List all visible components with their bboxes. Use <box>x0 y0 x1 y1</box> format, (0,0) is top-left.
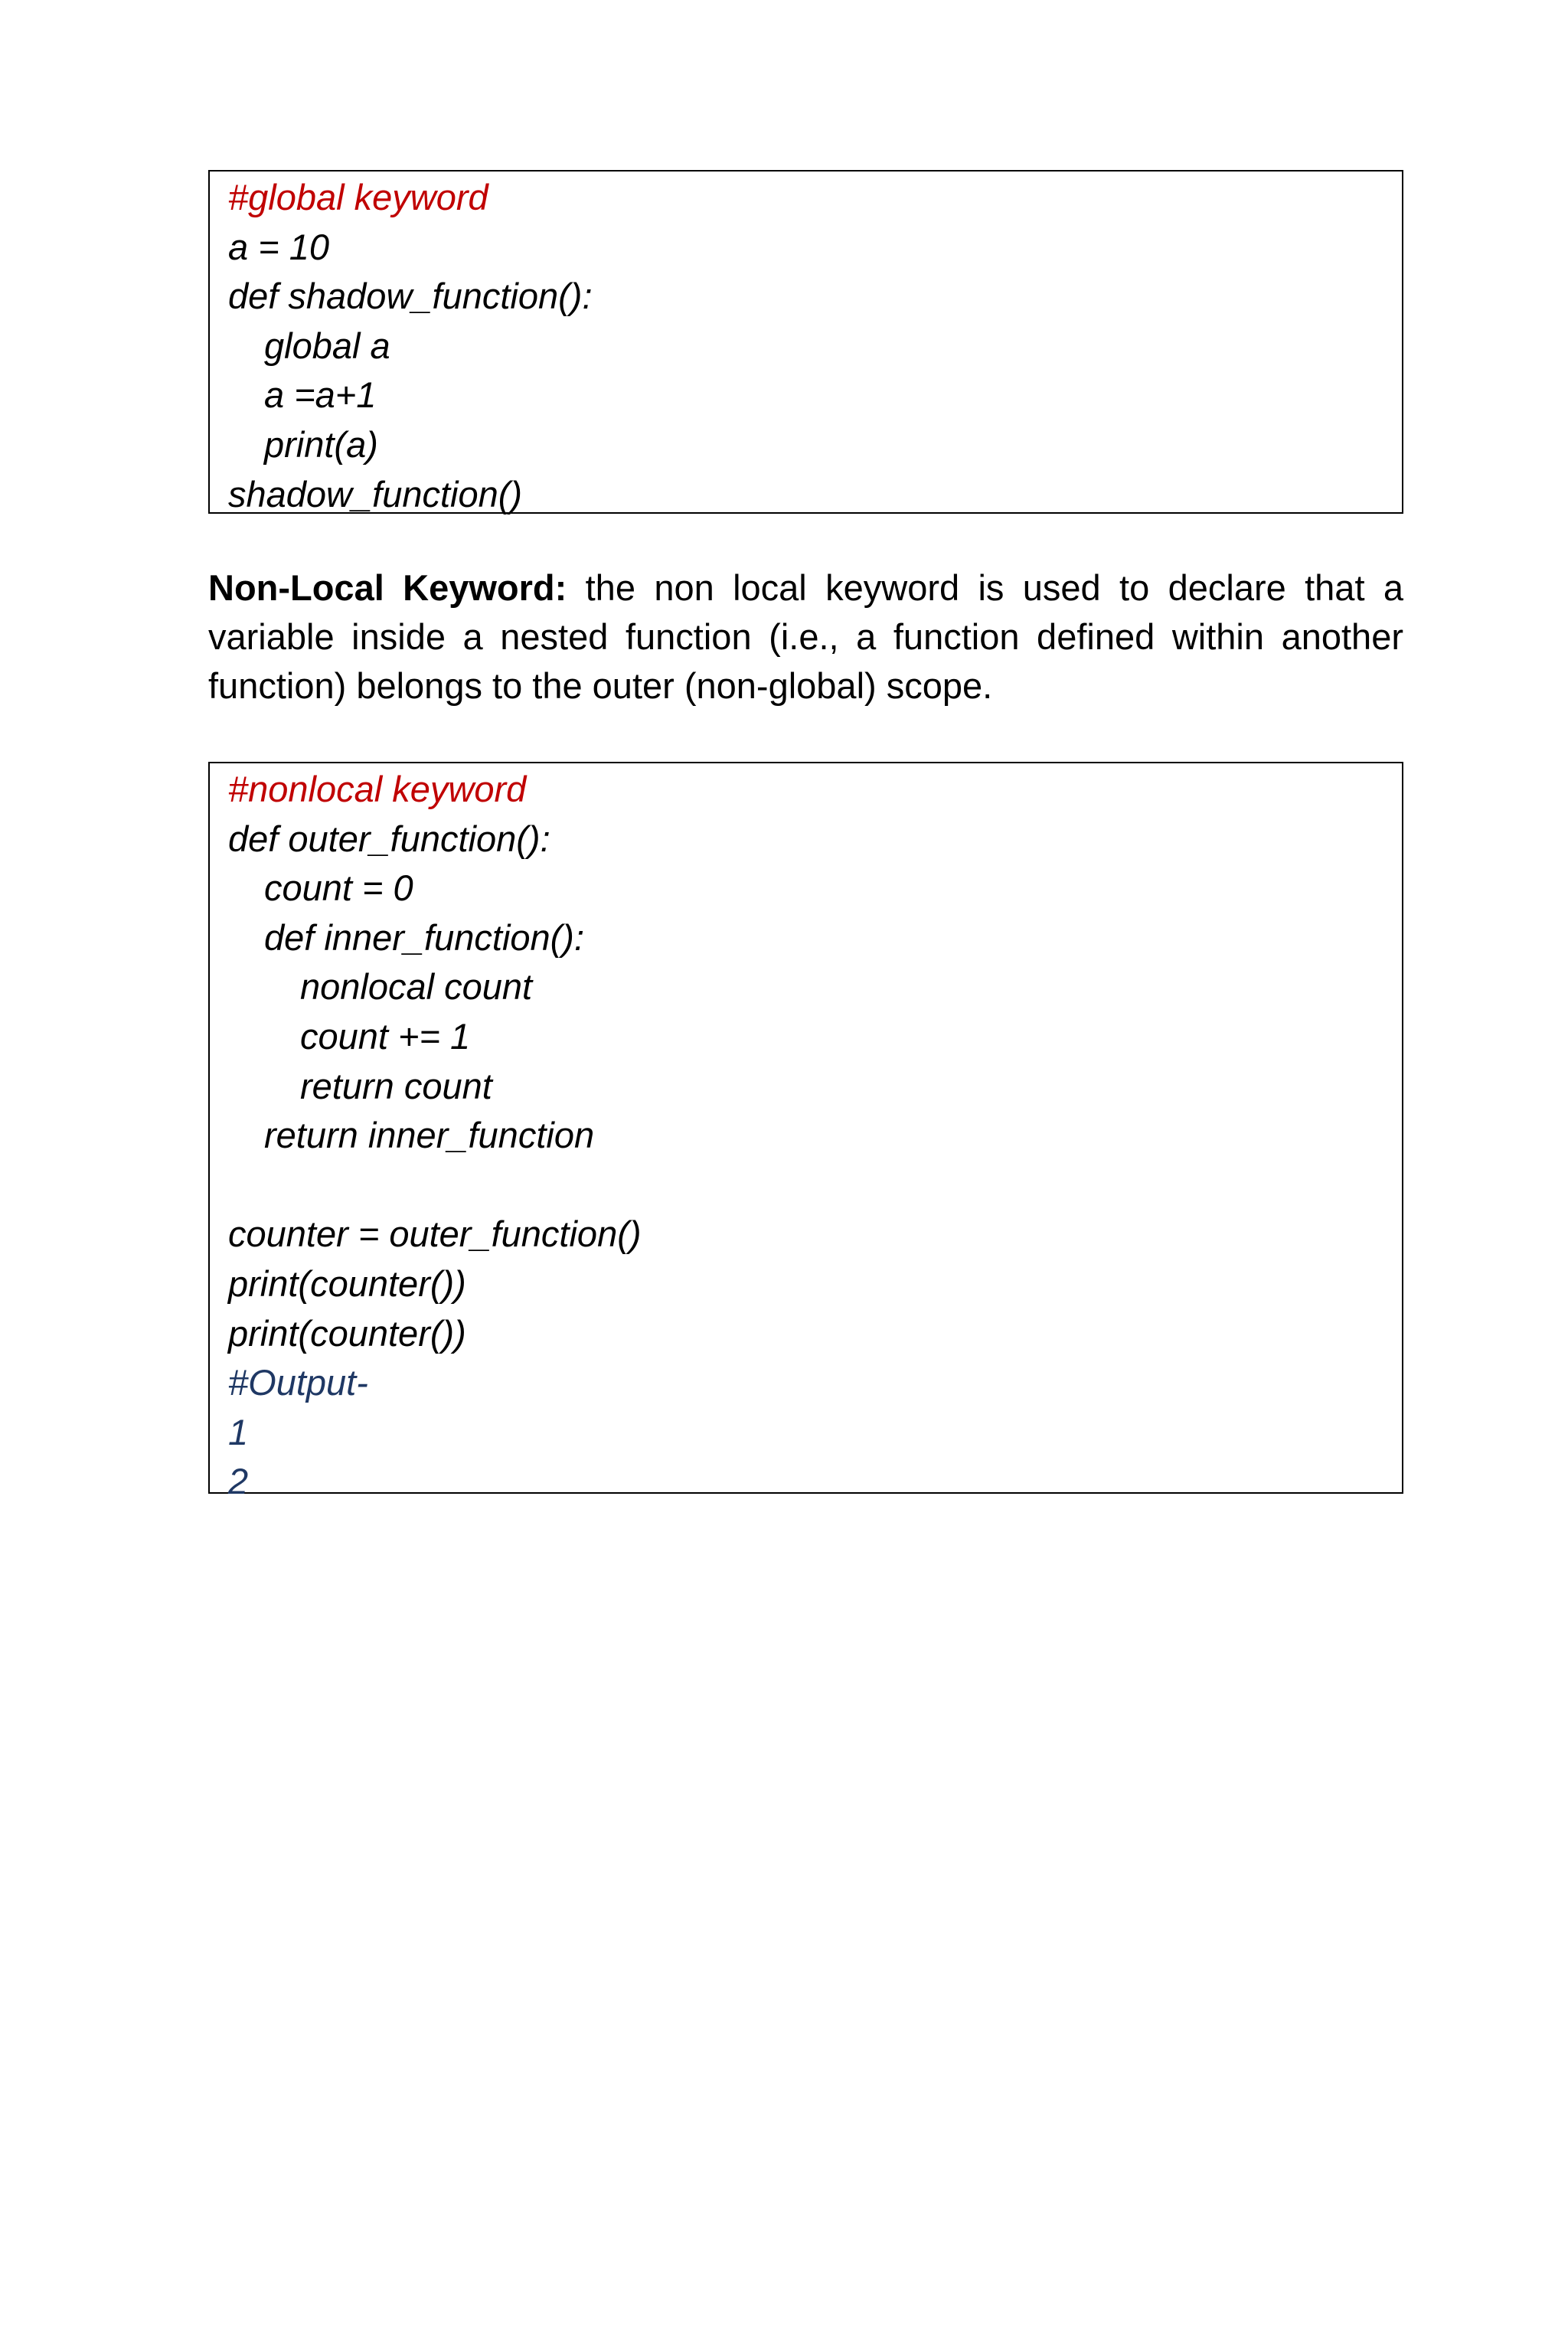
global-keyword-code-block <box>208 170 1403 514</box>
nonlocal-keyword-description: the non local keyword is used to declare that a variable inside a nested function (i.e., a function defined within another function) belongs to the outer (non-global) scope. <box>208 567 1403 706</box>
code-comment: #global keyword <box>228 177 488 217</box>
code-line: def outer_function(): <box>228 818 550 859</box>
code-line: a =a+1 <box>264 374 377 416</box>
nonlocal-keyword-code-block <box>208 762 1403 1502</box>
code-line: return count <box>300 1065 492 1106</box>
code-line: print(a) <box>264 423 378 465</box>
nonlocal-keyword-paragraph <box>208 564 1403 710</box>
output-value: 2 <box>228 1461 249 1502</box>
code-line: return inner_function <box>264 1115 595 1156</box>
code-line: print(counter()) <box>228 1263 466 1304</box>
code-comment: #nonlocal keyword <box>228 769 527 809</box>
code-line: a = 10 <box>228 226 329 267</box>
output-value: 1 <box>228 1411 249 1452</box>
code-line: shadow_function() <box>228 473 523 514</box>
code-line: def shadow_function(): <box>228 276 593 317</box>
nonlocal-keyword-term: Non-Local Keyword: <box>208 567 567 608</box>
code-line: print(counter()) <box>228 1312 466 1354</box>
code-line: count += 1 <box>300 1015 471 1057</box>
code-line: nonlocal count <box>300 966 533 1008</box>
code-line: count = 0 <box>264 867 413 909</box>
code-line: def inner_function(): <box>264 916 585 958</box>
code-line: counter = outer_function() <box>228 1214 642 1255</box>
output-comment: #Output- <box>228 1362 368 1403</box>
code-blank-line <box>228 1161 1383 1210</box>
code-line: global a <box>264 325 390 366</box>
